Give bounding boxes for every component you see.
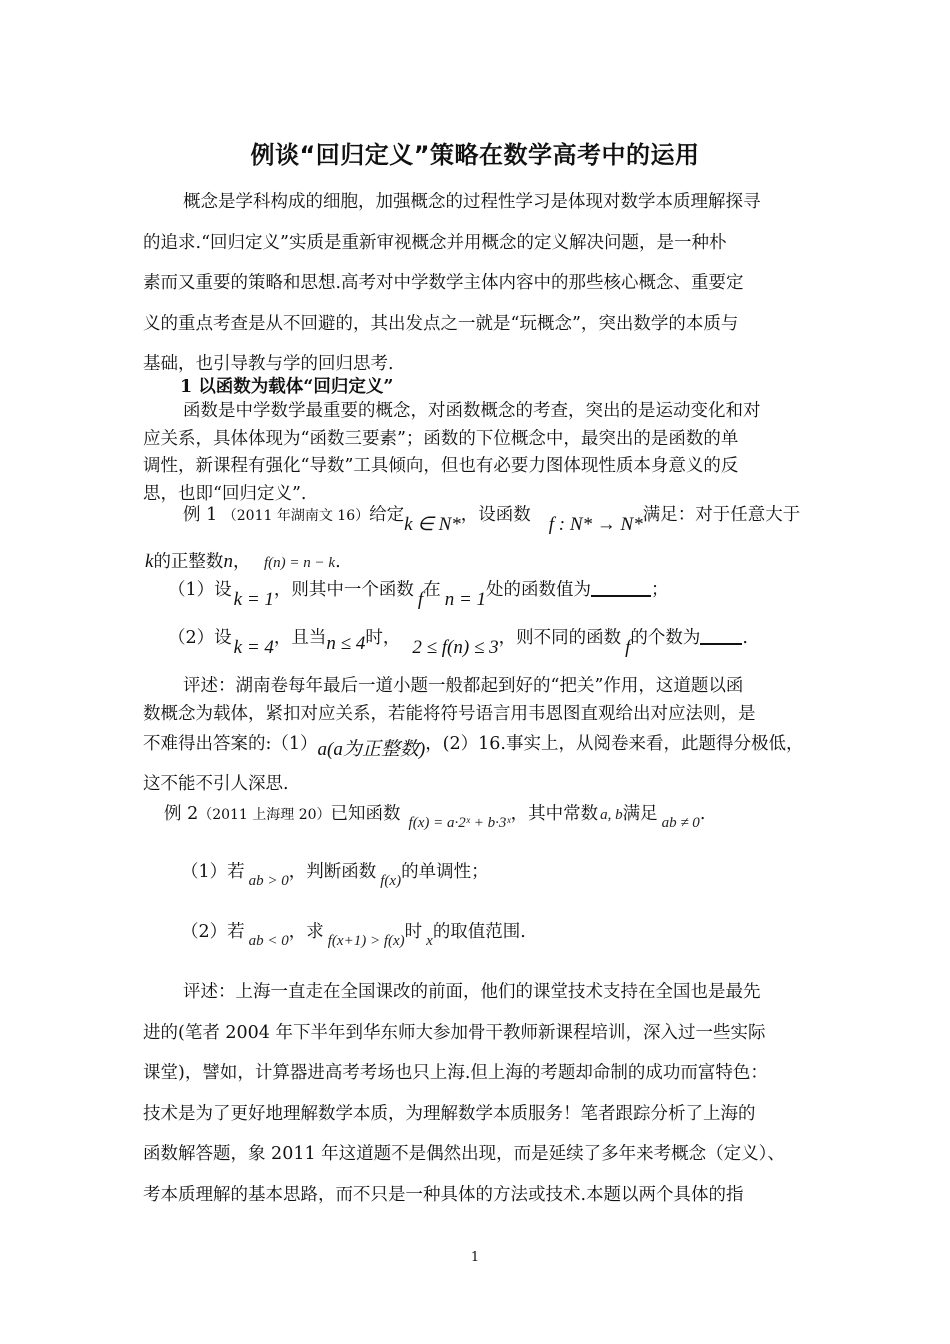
section1-paragraph (143, 398, 807, 508)
section-heading: 1 以函数为载体“回归定义” (180, 377, 394, 397)
math-formula: f(n) = n − k (264, 555, 336, 571)
section1-line: 调性，新课程有强化“导数”工具倾向，但也有必要力图体现性质本身意义的反 (143, 456, 739, 476)
comment2-line: 评述：上海一直走在全国课改的前面，他们的课堂技术支持在全国也是最先 (183, 982, 761, 1002)
comment1-line: 数概念为载体，紧扣对应关系，若能将符号语言用韦恩图直观给出对应法则，是 (143, 704, 756, 724)
math-formula: f : N* → N* (548, 514, 643, 535)
example2-statement: 例 2（2011 上海理 20）已知函数 f(x) = a·2ˣ + b·3ˣ，其中常数 a, b满足 ab ≠ 0. (164, 804, 706, 831)
example2-question-1: （1）若 ab > 0，判断函数 f(x)的单调性； (181, 862, 489, 889)
comment2-line: 技术是为了更好地理解数学本质，为理解数学本质服务！笔者跟踪分析了上海的 (143, 1103, 756, 1124)
intro-line: 的追求.“回归定义”实质是重新审视概念并用概念的定义解决问题，是一种朴 (143, 232, 727, 253)
example1-question-1: （1）设 k = 1，则其中一个函数 f在 n = 1处的函数值为 ； (168, 576, 669, 601)
section1-line: 思，也即“回归定义”. (143, 483, 307, 504)
comment2-paragraph (143, 972, 807, 1215)
example1-condition: k的正整数n， f(n) = n − k. (145, 551, 341, 572)
comment1-line: 这不能不引人深思. (143, 774, 289, 794)
comment1-line: 评述：湖南卷每年最后一道小题一般都起到好的“把关”作用，这道题以函 (183, 676, 744, 696)
intro-line: 义的重点考查是从不回避的，其出发点之一就是“玩概念”，突出数学的本质与 (143, 313, 739, 334)
comment2-line: 进的(笔者 2004 年下半年到华东师大参加骨干教师新课程培训，深入过一些实际 (143, 1022, 766, 1043)
example1-question-2: （2）设 k = 4，且当n ≤ 4时， 2 ≤ f(n) ≤ 3，则不同的函数 f的个数为 . (168, 624, 748, 649)
intro-paragraph (143, 182, 807, 385)
answer-blank (700, 625, 742, 645)
example2-question-2: （2）若 ab < 0，求 f(x+1) > f(x)时 x的取值范围. (181, 922, 526, 949)
intro-line: 素而又重要的策略和思想.高考对中学数学主体内容中的那些核心概念、重要定 (143, 273, 744, 293)
math-formula: a(a为正整数) (317, 739, 426, 760)
math-formula: k ∈ N* (404, 514, 461, 535)
page-number: 1 (470, 1250, 480, 1265)
comment1-line: 不难得出答案的:（1）a(a为正整数)，(2）16.事实上，从阅卷来看，此题得分极低， (143, 734, 804, 760)
intro-line: 基础，也引导教与学的回归思考. (143, 354, 394, 374)
comment2-line: 考本质理解的基本思路，而不只是一种具体的方法或技术.本题以两个具体的指 (143, 1184, 744, 1205)
comment2-line: 课堂)，譬如，计算器进高考考场也只上海.但上海的考题却命制的成功而富特色： (143, 1063, 768, 1083)
intro-line: 概念是学科构成的细胞，加强概念的过程性学习是体现对数学本质理解探寻 (183, 192, 761, 212)
math-formula: f(x) = a·2ˣ + b·3ˣ (408, 815, 511, 831)
section1-line: 函数是中学数学最重要的概念，对函数概念的考查，突出的是运动变化和对 (183, 401, 761, 421)
page-title: 例谈“回归定义”策略在数学高考中的运用 (250, 141, 700, 169)
answer-blank (591, 577, 651, 597)
section1-line: 应关系，具体体现为“函数三要素”；函数的下位概念中，最突出的是函数的单 (143, 428, 739, 449)
example1-statement: 例 1 （2011 年湖南文 16）给定k ∈ N*，设函数 f : N* → N*满足：对于任意大于 (183, 505, 801, 535)
comment2-line: 函数解答题，象 2011 年这道题不是偶然出现，而是延续了多年来考概念（定义）、 (143, 1144, 785, 1164)
